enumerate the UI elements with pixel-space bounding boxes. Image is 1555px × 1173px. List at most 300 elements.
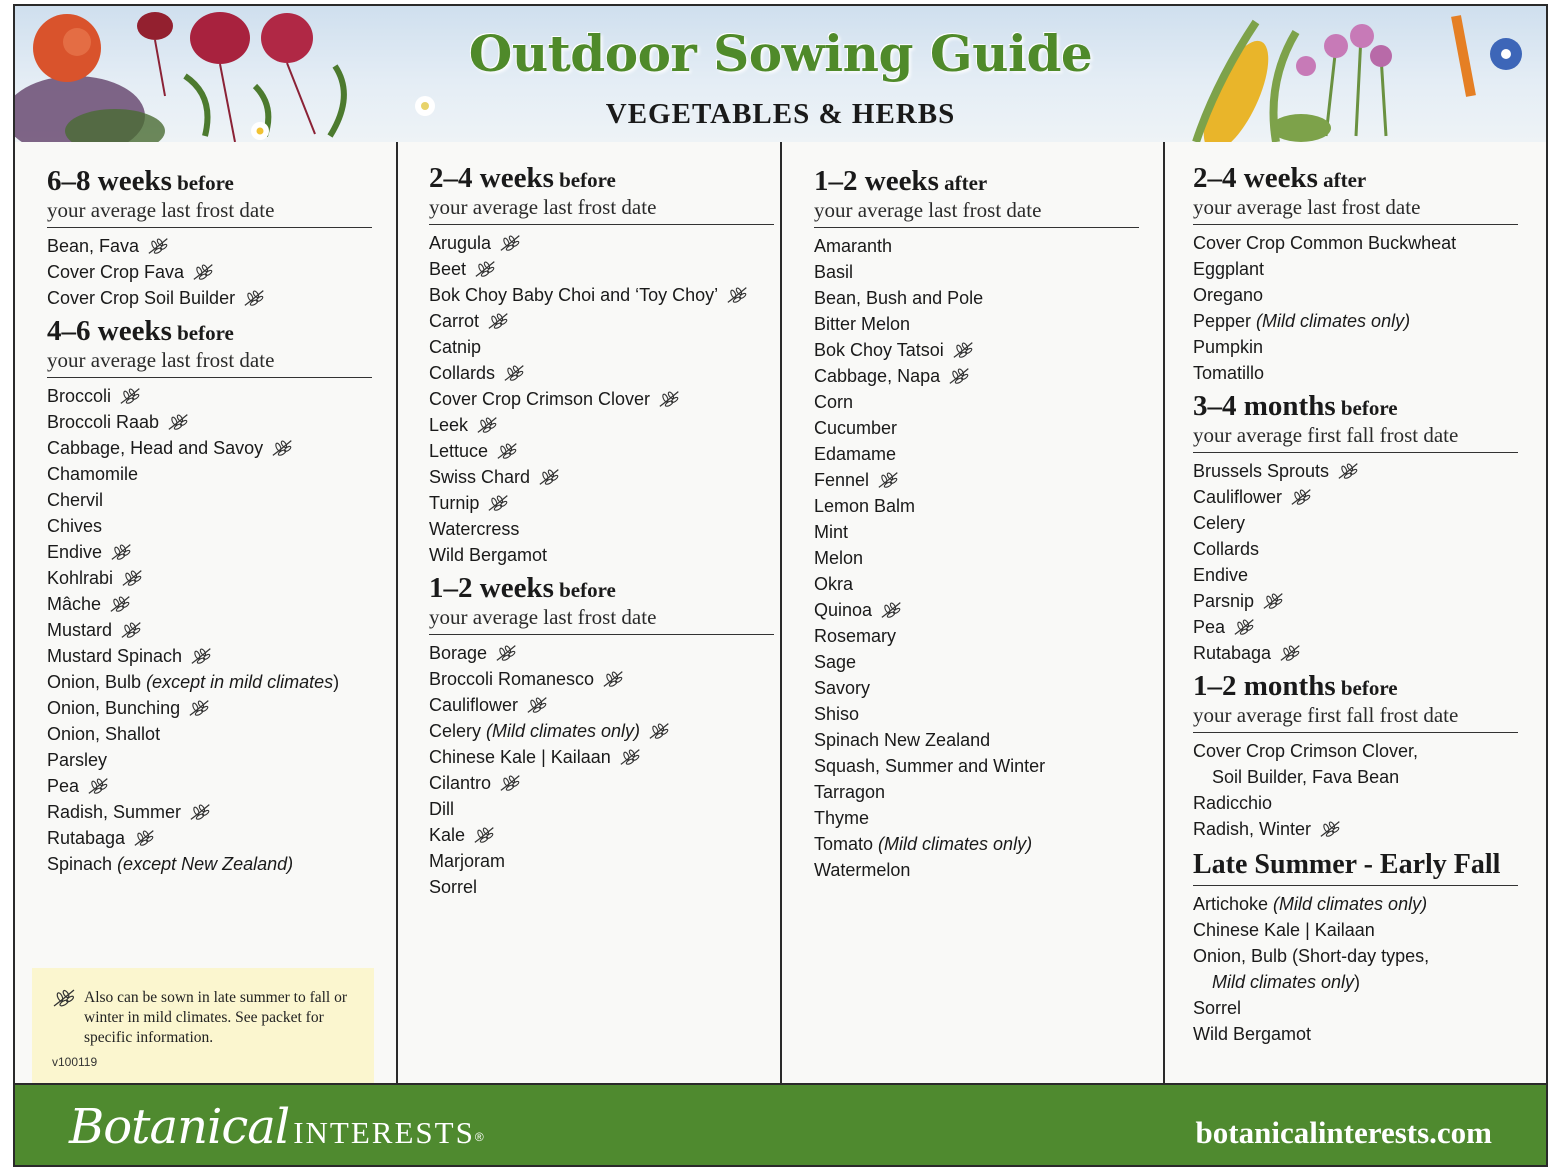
plant-item (429, 718, 774, 744)
plant-item (814, 727, 1139, 753)
plant-name: Wild Bergamot (1193, 1024, 1312, 1044)
plant-item (814, 259, 1139, 285)
plant-item (429, 516, 774, 542)
section-heading (1193, 392, 1518, 422)
plant-name: Lettuce (429, 441, 489, 461)
plant-name: Celery (429, 721, 487, 741)
plant-item (814, 753, 1139, 779)
plant-item (47, 825, 372, 851)
plant-item (814, 597, 1139, 623)
column-divider (1163, 142, 1165, 1083)
plant-name: Swiss Chard (429, 467, 531, 487)
plant-item (1193, 738, 1518, 764)
leaf-sprig-icon (602, 669, 626, 689)
plant-item (47, 747, 372, 773)
leaf-sprig-icon (880, 600, 904, 620)
plant-item (47, 513, 372, 539)
section-direction: after (944, 171, 988, 195)
section-heading (47, 167, 372, 197)
plant-name: Cauliflower (429, 695, 519, 715)
leaf-sprig-icon (87, 776, 111, 796)
sowing-guide-sheet (13, 4, 1548, 1167)
plant-name: Cover Crop Crimson Clover, (1193, 741, 1419, 761)
plant-item (814, 675, 1139, 701)
plant-item (814, 415, 1139, 441)
plant-name: Collards (429, 363, 496, 383)
leaf-sprig-icon (190, 646, 214, 666)
plant-item (429, 796, 774, 822)
plant-name: Borage (429, 643, 488, 663)
leaf-sprig-icon (1279, 643, 1303, 663)
section-timing: 2–4 weeks (429, 162, 554, 194)
section-direction: after (1323, 168, 1367, 192)
plant-item (47, 487, 372, 513)
plant-item (47, 617, 372, 643)
column-2 (429, 142, 774, 1083)
leaf-sprig-icon (487, 311, 511, 331)
plant-item (814, 337, 1139, 363)
plant-item (429, 770, 774, 796)
plant-name: Bitter Melon (814, 314, 911, 334)
plant-name: Kohlrabi (47, 568, 114, 588)
leaf-sprig-icon (499, 773, 523, 793)
leaf-sprig-icon (877, 470, 901, 490)
plant-item (1193, 1021, 1518, 1047)
leaf-sprig-icon (474, 259, 498, 279)
plant-item (1193, 360, 1518, 386)
section-direction: before (177, 321, 234, 345)
plant-item (47, 259, 372, 285)
sowing-section (814, 167, 1139, 883)
plant-item (814, 389, 1139, 415)
sprig-legend-note (32, 968, 374, 1083)
plant-name: Chinese Kale | Kailaan (1193, 920, 1375, 940)
plant-item (429, 822, 774, 848)
plant-name: Bok Choy Tatsoi (814, 340, 944, 360)
plant-name: Wild Bergamot (429, 545, 548, 565)
sowing-section (1193, 848, 1518, 1047)
plant-name: Leek (429, 415, 469, 435)
plant-item (47, 285, 372, 311)
leaf-sprig-icon (496, 441, 520, 461)
plant-name: Sorrel (1193, 998, 1242, 1018)
plant-item (47, 773, 372, 799)
plant-name: Radish, Summer (47, 802, 182, 822)
plant-item (47, 461, 372, 487)
plant-name: Tomato (814, 834, 879, 854)
plant-item (1193, 256, 1518, 282)
plant-name: Squash, Summer and Winter (814, 756, 1046, 776)
plant-item (1193, 995, 1518, 1021)
plant-item (429, 308, 774, 334)
plant-item (1193, 969, 1518, 995)
website-link[interactable]: botanicalinterests.com (1195, 1115, 1492, 1150)
plant-item (429, 490, 774, 516)
plant-name: Celery (1193, 513, 1246, 533)
plant-name: Marjoram (429, 851, 506, 871)
sowing-section (47, 317, 372, 877)
brand-caps-text: INTERESTS (293, 1115, 475, 1150)
plant-name: Endive (47, 542, 103, 562)
plant-item (429, 256, 774, 282)
plant-name: Watercress (429, 519, 520, 539)
plant-item (429, 874, 774, 900)
plant-name: Pea (1193, 617, 1226, 637)
plant-name: Okra (814, 574, 854, 594)
plant-name: Pumpkin (1193, 337, 1264, 357)
plant-name: Mustard (47, 620, 113, 640)
plant-name: Pepper (1193, 311, 1257, 331)
plant-item (47, 233, 372, 259)
plant-name: Tarragon (814, 782, 886, 802)
plant-name: Mild climates only (1212, 972, 1355, 992)
registered-mark: ® (474, 1130, 484, 1144)
plant-name: Broccoli Raab (47, 412, 160, 432)
leaf-sprig-icon (109, 594, 133, 614)
plant-item (1193, 230, 1518, 256)
plant-name: Radicchio (1193, 793, 1273, 813)
leaf-sprig-icon (658, 389, 682, 409)
plant-note: (except in mild climates (146, 672, 334, 692)
plant-item (429, 692, 774, 718)
brand-logo (69, 1099, 484, 1155)
plant-item (814, 571, 1139, 597)
plant-item (1193, 484, 1518, 510)
plant-name: Watermelon (814, 860, 911, 880)
plant-item (814, 805, 1139, 831)
plant-name: Arugula (429, 233, 492, 253)
plant-item (814, 285, 1139, 311)
column-1 (47, 142, 372, 1083)
plant-item (1193, 536, 1518, 562)
plant-item (47, 383, 372, 409)
plant-item (429, 438, 774, 464)
plant-item (429, 464, 774, 490)
section-direction: before (1340, 396, 1398, 420)
section-direction: before (559, 168, 616, 192)
plant-item (1193, 764, 1518, 790)
column-4 (1193, 142, 1518, 1083)
plant-name: Onion, Bulb (Short-day types, (1193, 946, 1430, 966)
plant-item (47, 669, 372, 695)
plant-name: Cilantro (429, 773, 492, 793)
plant-name: Pea (47, 776, 80, 796)
column-divider (780, 142, 782, 1083)
plant-item (814, 311, 1139, 337)
plant-name: Dill (429, 799, 454, 819)
plant-item (1193, 640, 1518, 666)
section-heading (1193, 672, 1518, 702)
plant-name: Rosemary (814, 626, 897, 646)
leaf-sprig-icon (473, 825, 497, 845)
plant-name: Beet (429, 259, 467, 279)
plant-item (814, 623, 1139, 649)
plant-note: (Mild climates only) (1273, 894, 1428, 914)
section-subline: your average last frost date (429, 194, 774, 225)
plant-name: Brussels Sprouts (1193, 461, 1330, 481)
sowing-section (429, 574, 774, 900)
plant-name: Cover Crop Common Buckwheat (1193, 233, 1457, 253)
section-heading (814, 167, 1139, 197)
section-subline: your average last frost date (1193, 194, 1518, 225)
plant-item (1193, 510, 1518, 536)
plant-name: Kale (429, 825, 466, 845)
plant-name: Onion, Bulb (47, 672, 147, 692)
leaf-sprig-icon (243, 288, 267, 308)
plant-note: (Mild climates only) (1256, 311, 1411, 331)
plant-name: Parsley (47, 750, 108, 770)
plant-name: Bean, Bush and Pole (814, 288, 984, 308)
leaf-sprig-icon (121, 568, 145, 588)
plant-item (429, 640, 774, 666)
sowing-columns (15, 142, 1546, 1083)
plant-name: Basil (814, 262, 854, 282)
section-subline: your average last frost date (814, 197, 1139, 228)
plant-note: (Mild climates only) (486, 721, 641, 741)
plant-item (429, 230, 774, 256)
plant-name: Rutabaga (47, 828, 126, 848)
plant-note-close: ) (1354, 972, 1361, 992)
section-heading (47, 317, 372, 347)
plant-name: Cabbage, Head and Savoy (47, 438, 264, 458)
plant-name: Amaranth (814, 236, 893, 256)
brand-script-text: Botanical (69, 1099, 290, 1155)
plant-name: Mâche (47, 594, 102, 614)
leaf-sprig-icon (503, 363, 527, 383)
plant-name: Cover Crop Fava (47, 262, 185, 282)
plant-item (47, 565, 372, 591)
plant-item (47, 643, 372, 669)
plant-name: Catnip (429, 337, 482, 357)
leaf-sprig-icon (188, 698, 212, 718)
section-heading (429, 574, 774, 604)
plant-name: Endive (1193, 565, 1249, 585)
plant-item (429, 386, 774, 412)
plant-name: Lemon Balm (814, 496, 916, 516)
plant-name: Mustard Spinach (47, 646, 183, 666)
plant-item (1193, 816, 1518, 842)
footer-bar (15, 1083, 1546, 1167)
section-direction: before (177, 171, 234, 195)
plant-name: Artichoke (1193, 894, 1274, 914)
leaf-sprig-icon (133, 828, 157, 848)
section-subline: your average first fall frost date (1193, 422, 1518, 453)
section-timing: 4–6 weeks (47, 315, 172, 347)
plant-item (1193, 458, 1518, 484)
plant-name: Onion, Shallot (47, 724, 161, 744)
plant-item (1193, 614, 1518, 640)
plant-item (47, 799, 372, 825)
section-timing: 2–4 weeks (1193, 162, 1318, 194)
leaf-sprig-icon (476, 415, 500, 435)
leaf-sprig-icon (726, 285, 750, 305)
plant-name: Broccoli Romanesco (429, 669, 595, 689)
plant-name: Parsnip (1193, 591, 1255, 611)
sowing-section (1193, 164, 1518, 386)
plant-item (429, 744, 774, 770)
plant-name: Spinach (47, 854, 118, 874)
section-direction: before (1340, 676, 1398, 700)
plant-item (47, 721, 372, 747)
plant-item (47, 409, 372, 435)
plant-item (814, 467, 1139, 493)
plant-item (429, 848, 774, 874)
leaf-sprig-icon (1319, 819, 1343, 839)
plant-item (429, 360, 774, 386)
plant-name: Shiso (814, 704, 860, 724)
section-timing: 6–8 weeks (47, 165, 172, 197)
plant-item (1193, 562, 1518, 588)
section-subline: your average last frost date (47, 347, 372, 378)
column-3 (814, 142, 1139, 1083)
plant-item (814, 701, 1139, 727)
plant-name: Cover Crop Crimson Clover (429, 389, 651, 409)
plant-name: Cauliflower (1193, 487, 1283, 507)
plant-name: Fennel (814, 470, 870, 490)
plant-name: Chives (47, 516, 103, 536)
leaf-sprig-icon (120, 620, 144, 640)
plant-item (814, 493, 1139, 519)
plant-name: Cucumber (814, 418, 898, 438)
plant-item (814, 545, 1139, 571)
section-subline: your average last frost date (429, 604, 774, 635)
leaf-sprig-icon (526, 695, 550, 715)
plant-name: Chinese Kale | Kailaan (429, 747, 611, 767)
plant-item (1193, 943, 1518, 969)
section-subline: your average first fall frost date (1193, 702, 1518, 733)
plant-name: Turnip (429, 493, 480, 513)
sowing-section (1193, 392, 1518, 666)
plant-name: Mint (814, 522, 849, 542)
plant-note-close: ) (333, 672, 340, 692)
leaf-sprig-icon (948, 366, 972, 386)
sprig-legend-text: Also can be sown in late summer to fall or winter in mild climates. See packet for specific information. (84, 989, 348, 1046)
plant-item (47, 851, 372, 877)
leaf-sprig-icon (952, 340, 976, 360)
section-timing: 1–2 months (1193, 670, 1336, 702)
plant-name: Edamame (814, 444, 897, 464)
section-subline: your average last frost date (47, 197, 372, 228)
section-heading: Late Summer - Early Fall (1193, 848, 1518, 886)
plant-item (1193, 334, 1518, 360)
plant-item (1193, 308, 1518, 334)
plant-note: (except New Zealand) (117, 854, 294, 874)
plant-name: Chamomile (47, 464, 139, 484)
header-banner (15, 6, 1546, 142)
section-timing: 3–4 months (1193, 390, 1336, 422)
plant-item (47, 435, 372, 461)
plant-item (814, 233, 1139, 259)
column-divider (396, 142, 398, 1083)
leaf-sprig-icon (1290, 487, 1314, 507)
plant-name: Eggplant (1193, 259, 1265, 279)
leaf-sprig-icon (147, 236, 171, 256)
sowing-section (47, 167, 372, 311)
plant-item (814, 779, 1139, 805)
leaf-sprig-icon (1337, 461, 1361, 481)
plant-item (429, 666, 774, 692)
page-subtitle: VEGETABLES & HERBS (605, 98, 956, 130)
plant-item (814, 857, 1139, 883)
plant-item (1193, 282, 1518, 308)
plant-note: (Mild climates only) (878, 834, 1033, 854)
section-direction: before (559, 578, 616, 602)
sowing-section (1193, 672, 1518, 842)
plant-name: Rutabaga (1193, 643, 1272, 663)
version-code: v100119 (52, 1055, 98, 1069)
plant-item (1193, 891, 1518, 917)
plant-name: Tomatillo (1193, 363, 1265, 383)
leaf-sprig-icon (499, 233, 523, 253)
leaf-sprig-icon (487, 493, 511, 513)
plant-name: Radish, Winter (1193, 819, 1312, 839)
leaf-sprig-icon (1262, 591, 1286, 611)
plant-name: Oregano (1193, 285, 1264, 305)
plant-item (1193, 790, 1518, 816)
plant-item (1193, 588, 1518, 614)
plant-name: Bok Choy Baby Choi and ‘Toy Choy’ (429, 285, 719, 305)
plant-item (47, 695, 372, 721)
plant-name: Broccoli (47, 386, 112, 406)
sowing-section (429, 164, 774, 568)
plant-name: Collards (1193, 539, 1260, 559)
leaf-sprig-icon (648, 721, 672, 741)
plant-name: Chervil (47, 490, 104, 510)
plant-item (429, 282, 774, 308)
plant-item (429, 542, 774, 568)
section-heading (429, 164, 774, 194)
plant-name: Melon (814, 548, 864, 568)
plant-item (429, 412, 774, 438)
plant-name: Corn (814, 392, 854, 412)
plant-name: Onion, Bunching (47, 698, 181, 718)
section-timing: 1–2 weeks (814, 165, 939, 197)
plant-name: Soil Builder, Fava Bean (1212, 767, 1400, 787)
plant-name: Sage (814, 652, 857, 672)
plant-name: Carrot (429, 311, 480, 331)
plant-item (814, 831, 1139, 857)
leaf-sprig-icon (189, 802, 213, 822)
leaf-sprig-icon (538, 467, 562, 487)
plant-name: Bean, Fava (47, 236, 140, 256)
page-title: Outdoor Sowing Guide (468, 24, 1093, 83)
leaf-sprig-icon (271, 438, 295, 458)
leaf-sprig-icon (110, 542, 134, 562)
plant-item (814, 441, 1139, 467)
section-heading (1193, 164, 1518, 194)
plant-name: Quinoa (814, 600, 873, 620)
leaf-sprig-icon (619, 747, 643, 767)
leaf-sprig-icon (167, 412, 191, 432)
section-timing: 1–2 weeks (429, 572, 554, 604)
plant-item (1193, 917, 1518, 943)
plant-item (429, 334, 774, 360)
plant-name: Savory (814, 678, 871, 698)
plant-name: Cover Crop Soil Builder (47, 288, 236, 308)
plant-name: Cabbage, Napa (814, 366, 941, 386)
leaf-sprig-icon (495, 643, 519, 663)
plant-item (47, 591, 372, 617)
plant-name: Sorrel (429, 877, 478, 897)
leaf-sprig-icon (192, 262, 216, 282)
leaf-sprig-icon (52, 988, 78, 1013)
plant-item (814, 519, 1139, 545)
plant-item (814, 649, 1139, 675)
plant-name: Thyme (814, 808, 870, 828)
plant-item (814, 363, 1139, 389)
leaf-sprig-icon (119, 386, 143, 406)
plant-item (47, 539, 372, 565)
